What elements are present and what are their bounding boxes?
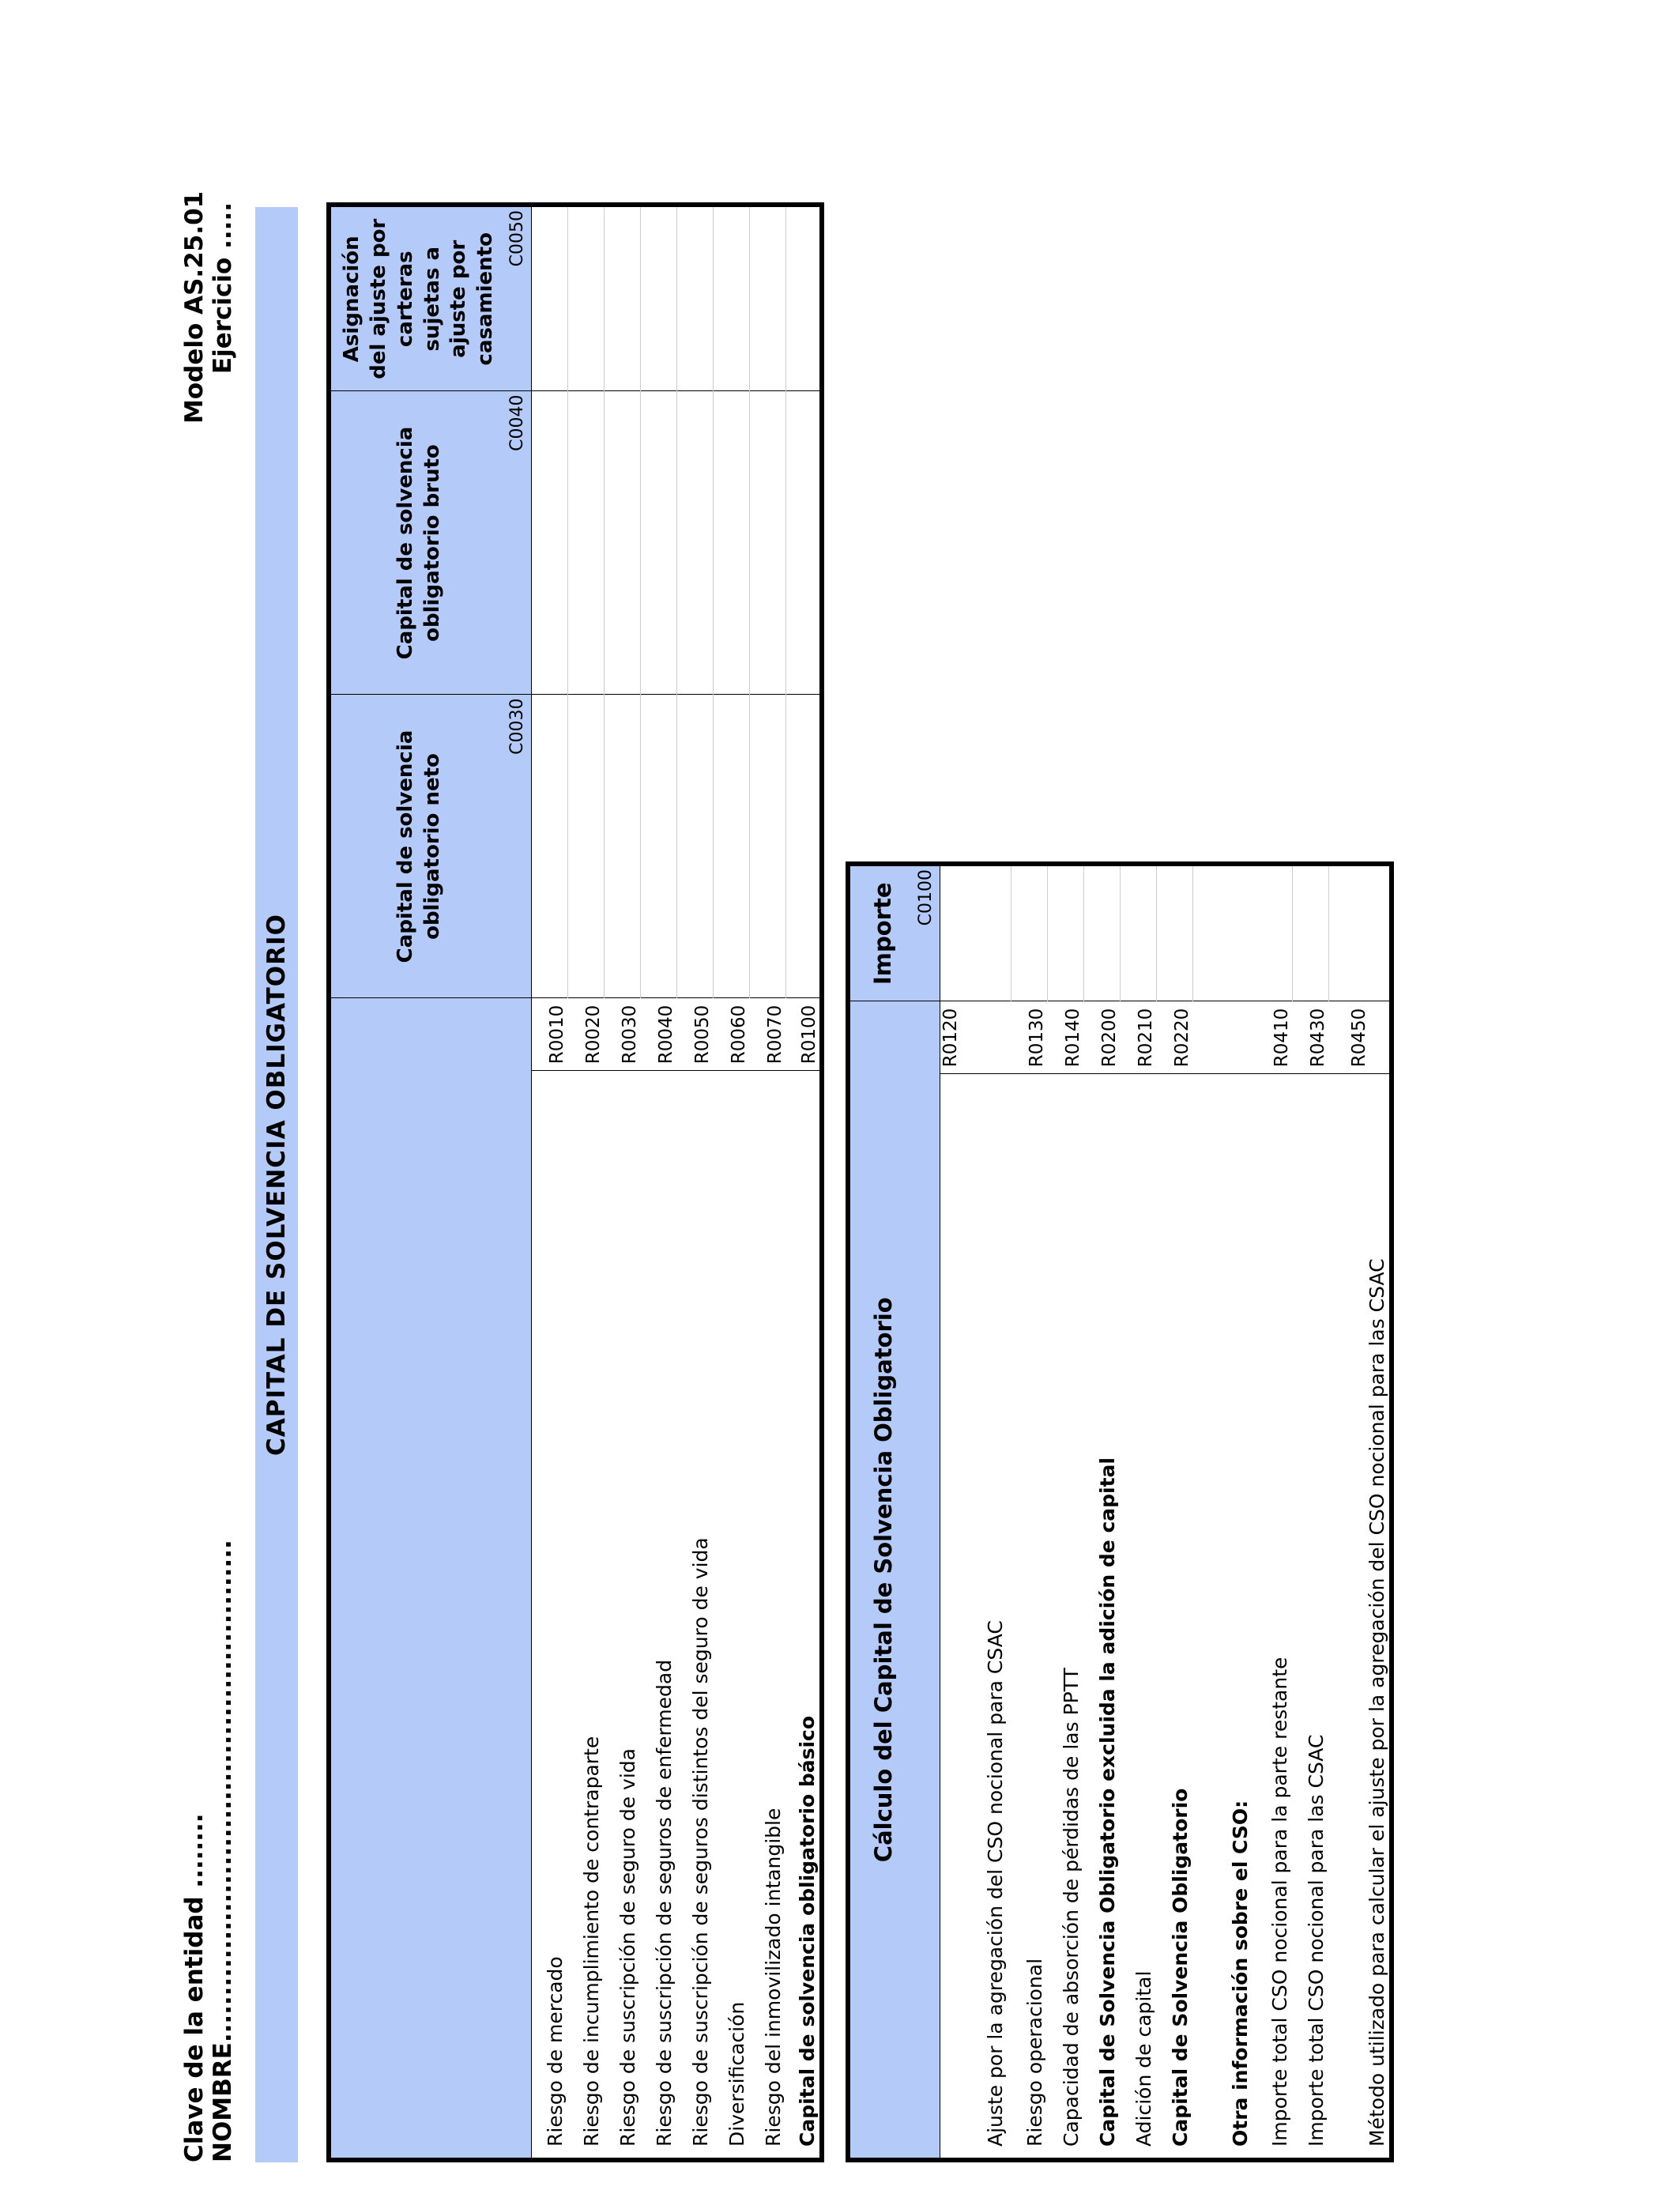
code-row-blank bbox=[507, 998, 531, 2160]
row-code: R0430 bbox=[1292, 1001, 1328, 1074]
row-label: Importe total CSO nocional para las CSAC bbox=[1304, 1734, 1328, 2147]
table-row bbox=[1156, 864, 1192, 2160]
table-row bbox=[1011, 864, 1047, 2160]
fiscal-year: Ejercicio ..... bbox=[209, 202, 237, 375]
scr-table bbox=[326, 202, 824, 2162]
value-cell[interactable] bbox=[1292, 864, 1328, 1001]
row-code: R0070 bbox=[749, 998, 785, 1071]
table-row bbox=[604, 205, 640, 2160]
row-label: Riesgo de mercado bbox=[543, 1956, 567, 2147]
row-label: Riesgo de suscripción de seguro de vida bbox=[616, 1748, 639, 2147]
value-cell[interactable] bbox=[749, 695, 785, 998]
value-cell[interactable] bbox=[1083, 864, 1120, 1001]
column-header bbox=[329, 205, 507, 391]
model-code: Modelo AS.25.01 bbox=[180, 190, 209, 424]
value-cell[interactable] bbox=[749, 205, 785, 391]
table-row bbox=[640, 205, 676, 2160]
row-code bbox=[1192, 1001, 1256, 1074]
row-code: R0010 bbox=[531, 998, 567, 1071]
value-cell[interactable] bbox=[531, 205, 567, 391]
scr-calc-table bbox=[846, 861, 1394, 2162]
row-label: Capacidad de absorción de pérdidas de las PPTT bbox=[1059, 1668, 1083, 2147]
row-label: Diversificación bbox=[725, 2001, 748, 2147]
value-cell[interactable] bbox=[785, 391, 822, 695]
value-cell[interactable] bbox=[713, 205, 749, 391]
column-header bbox=[329, 695, 507, 998]
value-cell[interactable] bbox=[1047, 864, 1083, 1001]
table-row bbox=[785, 205, 822, 2160]
column-code: C0050 bbox=[507, 205, 531, 391]
table-row bbox=[531, 205, 567, 2160]
value-cell[interactable] bbox=[785, 205, 822, 391]
value-cell[interactable] bbox=[640, 695, 676, 998]
row-code: R0050 bbox=[676, 998, 713, 1071]
column-code: C0030 bbox=[507, 695, 531, 998]
value-cell[interactable] bbox=[713, 391, 749, 695]
table-header-blank bbox=[329, 998, 507, 2160]
row-code: R0120 bbox=[940, 1001, 1011, 1074]
column-label: Capital de solvencia obligatorio neto bbox=[393, 729, 444, 963]
table-header-row bbox=[329, 205, 507, 2160]
row-code: R0030 bbox=[604, 998, 640, 1071]
row-label: Ajuste por la agregación del CSO nocional para CSAC bbox=[983, 1620, 1007, 2147]
row-code: R0210 bbox=[1120, 1001, 1156, 1074]
row-code: R0200 bbox=[1083, 1001, 1120, 1074]
value-cell[interactable] bbox=[567, 205, 604, 391]
value-cell[interactable] bbox=[1328, 864, 1392, 1001]
value-cell[interactable] bbox=[1156, 864, 1192, 1001]
value-cell[interactable] bbox=[604, 695, 640, 998]
column-label: Capital de solvencia obligatorio bruto bbox=[393, 426, 444, 660]
table-header-row bbox=[848, 864, 916, 2160]
section-title: CAPITAL DE SOLVENCIA OBLIGATORIO bbox=[255, 207, 298, 2162]
value-cell[interactable] bbox=[785, 695, 822, 998]
row-label: Riesgo del inmovilizado intangible bbox=[761, 1808, 785, 2147]
value-cell[interactable] bbox=[676, 205, 713, 391]
entity-key-label: Clave de la entidad ........ bbox=[180, 1813, 209, 2162]
row-label: Capital de Solvencia Obligatorio excluida la adición de capital bbox=[1095, 1457, 1119, 2147]
value-cell[interactable] bbox=[604, 391, 640, 695]
value-cell[interactable] bbox=[1256, 864, 1292, 1001]
column-header bbox=[329, 391, 507, 695]
row-code: R0020 bbox=[567, 998, 604, 1071]
table-row bbox=[1256, 864, 1292, 2160]
value-cell[interactable] bbox=[749, 391, 785, 695]
row-label: Riesgo de incumplimiento de contraparte bbox=[579, 1736, 603, 2147]
row-label: Capital de Solvencia Obligatorio bbox=[1168, 1788, 1192, 2147]
row-label: Riesgo de suscripción de seguros de enfermedad bbox=[652, 1659, 676, 2147]
table-row bbox=[676, 205, 713, 2160]
empty-cell bbox=[1192, 864, 1256, 1001]
table-row bbox=[567, 205, 604, 2160]
entity-name-label: NOMBRE...................................................... bbox=[209, 1540, 237, 2162]
value-cell[interactable] bbox=[676, 391, 713, 695]
column-code-row bbox=[916, 864, 940, 2160]
value-cell[interactable] bbox=[713, 695, 749, 998]
column-code-row bbox=[507, 205, 531, 2160]
value-cell[interactable] bbox=[940, 864, 1011, 1001]
value-cell[interactable] bbox=[604, 205, 640, 391]
value-cell[interactable] bbox=[640, 391, 676, 695]
value-cell[interactable] bbox=[676, 695, 713, 998]
row-code: R0130 bbox=[1011, 1001, 1047, 1074]
value-cell[interactable] bbox=[531, 695, 567, 998]
column-header: Importe bbox=[848, 864, 916, 1001]
value-cell[interactable] bbox=[567, 391, 604, 695]
column-code: C0040 bbox=[507, 391, 531, 695]
value-cell[interactable] bbox=[531, 391, 567, 695]
table-row bbox=[749, 205, 785, 2160]
row-code: R0140 bbox=[1047, 1001, 1083, 1074]
row-code: R0060 bbox=[713, 998, 749, 1071]
table-row bbox=[1120, 864, 1156, 2160]
value-cell[interactable] bbox=[1011, 864, 1047, 1001]
table-row bbox=[940, 864, 1011, 2160]
calc-table-title: Cálculo del Capital de Solvencia Obligatorio bbox=[848, 1001, 916, 2160]
table-row bbox=[1328, 864, 1392, 2160]
table-row bbox=[713, 205, 749, 2160]
column-code: C0100 bbox=[916, 864, 940, 1001]
row-label: Otra información sobre el CSO: bbox=[1228, 1800, 1252, 2147]
row-label: Adición de capital bbox=[1132, 1970, 1155, 2147]
row-code: R0220 bbox=[1156, 1001, 1192, 1074]
code-row-blank bbox=[916, 1001, 940, 2160]
row-code: R0410 bbox=[1256, 1001, 1292, 1074]
table-row bbox=[1292, 864, 1328, 2160]
row-code: R0040 bbox=[640, 998, 676, 1071]
row-label: Capital de solvencia obligatorio básico bbox=[795, 1715, 819, 2147]
row-label: Método utilizado para calcular el ajuste por la agregación del CSO nocional para las CSAC bbox=[1365, 1258, 1388, 2147]
row-code: R0100 bbox=[785, 998, 822, 1071]
value-cell[interactable] bbox=[567, 695, 604, 998]
table-row bbox=[1192, 864, 1256, 2160]
row-label: Riesgo operacional bbox=[1023, 1958, 1046, 2147]
column-label: Asignación del ajuste por carteras sujetas a ajuste por casamiento bbox=[340, 218, 498, 379]
table-row bbox=[1047, 864, 1083, 2160]
row-label: Riesgo de suscripción de seguros distintos del seguro de vida bbox=[688, 1537, 712, 2147]
row-code: R0450 bbox=[1328, 1001, 1392, 1074]
row-label: Importe total CSO nocional para la parte restante bbox=[1268, 1657, 1291, 2147]
value-cell[interactable] bbox=[1120, 864, 1156, 1001]
value-cell[interactable] bbox=[640, 205, 676, 391]
table-row bbox=[1083, 864, 1120, 2160]
